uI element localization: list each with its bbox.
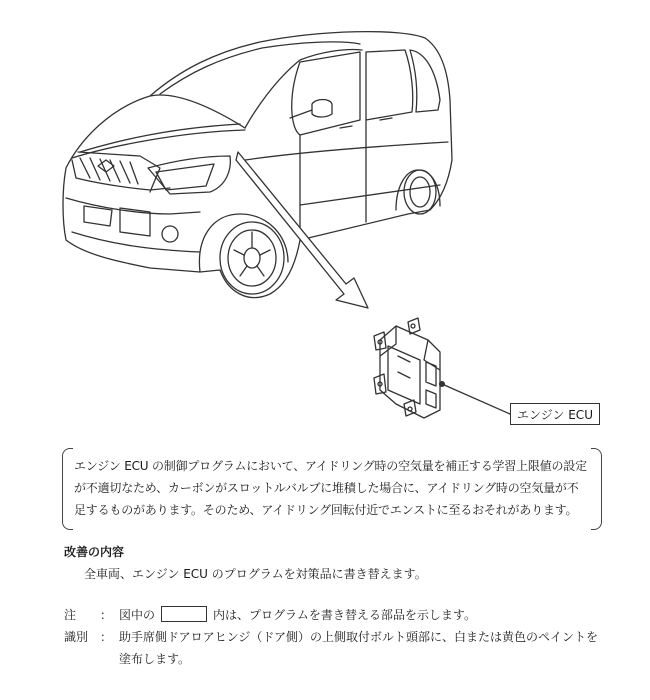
- note-body: [119, 605, 650, 625]
- note-label: 注: [64, 608, 77, 622]
- identification-line-2: 塗布します。: [119, 652, 191, 666]
- identification-colon: ：: [100, 630, 113, 644]
- identification-line-1: 助手席側ドアロアヒンジ（ドア側）の上側取付ボルト頭部に、白または黄色のペイントを: [119, 630, 598, 644]
- remedy-body: 全車両、エンジン ECU のプログラムを対策品に書き替えます。: [84, 567, 427, 581]
- description-line-1: エンジン ECU の制御プログラムにおいて、アイドリング時の空気量を補正する学習上限値の設定: [74, 459, 587, 473]
- callout-leader-line: [442, 384, 510, 414]
- description-text: [74, 455, 594, 521]
- note-prefix: 図中の: [119, 608, 156, 622]
- bracket-left: [62, 448, 73, 530]
- engine-ecu-icon: [374, 318, 440, 418]
- description-box: [62, 448, 602, 530]
- note-suffix: 内は、プログラムを書き替える部品を示します。: [213, 608, 476, 622]
- remedy-title: 改善の内容: [64, 545, 125, 559]
- identification-label: 識別: [64, 630, 89, 644]
- note-colon: ：: [100, 608, 113, 622]
- description-line-3: 足するものがあります。そのため、アイドリング回転付近でエンストに至るおそれがあります。: [74, 503, 578, 517]
- minivan-icon: [63, 32, 452, 298]
- engine-ecu-callout-label: エンジン ECU: [510, 403, 600, 425]
- description-line-2: が不適切なため、カーボンがスロットルバルブに堆積した場合に、アイドリング時の空気量が不: [74, 481, 579, 495]
- part-frame-swatch: [161, 606, 207, 622]
